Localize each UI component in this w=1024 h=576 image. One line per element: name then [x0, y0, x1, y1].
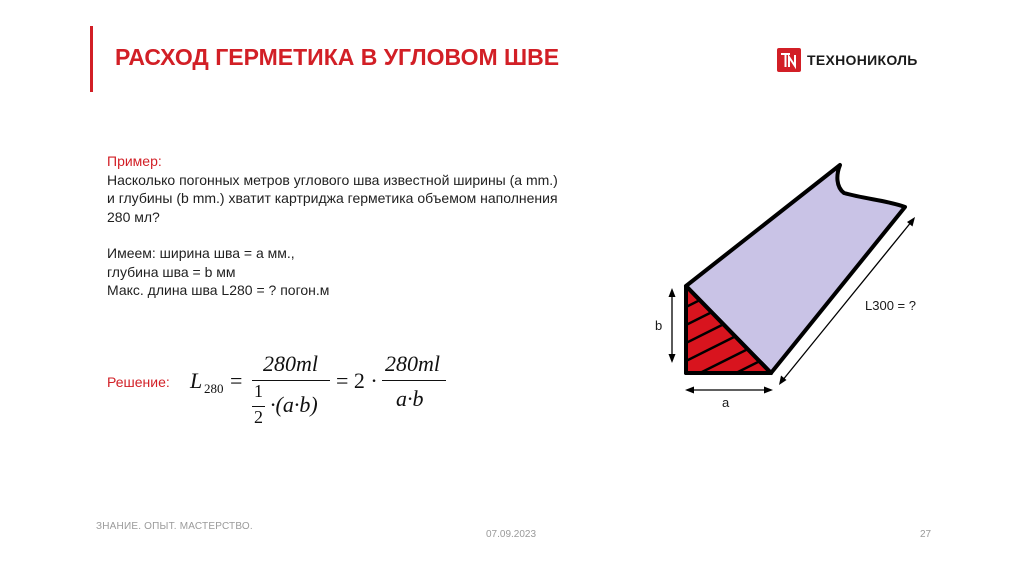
given-line: глубина шва = b мм — [107, 263, 236, 280]
dimension-a-arrow — [685, 387, 773, 394]
formula-numerator-2: 280ml — [385, 351, 440, 376]
solution-label: Решение: — [107, 374, 170, 390]
footer-tagline: ЗНАНИЕ. ОПЫТ. МАСТЕРСТВО. — [96, 521, 253, 532]
dimension-length-label: L300 = ? — [865, 298, 916, 313]
page-number: 27 — [920, 529, 932, 540]
given-line: Макс. длина шва L280 = ? погон.м — [107, 282, 330, 298]
fraction-bar-1 — [252, 380, 330, 381]
formula-lhs-subscript: 280 — [204, 381, 224, 396]
example-label: Пример: — [107, 153, 162, 169]
question-line: и глубины (b mm.) хватит картриджа герметика объемом наполнения — [107, 190, 558, 206]
title-accent-bar — [90, 26, 93, 92]
formula-denominator-2: a·b — [396, 386, 424, 411]
brand-logo — [777, 46, 918, 74]
fraction-bar-2 — [382, 380, 446, 381]
formula-lhs: L — [190, 368, 203, 393]
brand-name: ТЕХНОНИКОЛЬ — [807, 52, 918, 68]
tn-logo-icon — [777, 48, 801, 72]
question-line: 280 мл? — [107, 208, 160, 225]
formula-half-numerator: 1 — [254, 381, 263, 401]
formula-half-denominator: 2 — [254, 407, 263, 427]
dimension-b-label: b — [655, 318, 663, 333]
formula-denominator-rest: ·(a·b) — [270, 392, 318, 417]
formula-equals: = — [230, 368, 243, 393]
dimension-a-label: a — [722, 395, 730, 410]
given-line: Имеем: ширина шва = a мм., — [107, 245, 295, 261]
formula-numerator-1: 280ml — [263, 351, 318, 376]
example-text-block — [107, 152, 627, 300]
dimension-b-arrow — [669, 288, 676, 363]
question-line: Насколько погонных метров углового шва известной ширины (a mm.) — [107, 171, 558, 188]
page-title: РАСХОД ГЕРМЕТИКА В УГЛОВОМ ШВЕ — [115, 44, 560, 70]
joint-diagram — [640, 155, 960, 425]
footer-date: 07.09.2023 — [486, 529, 537, 540]
formula-equals-2: = 2 · — [336, 368, 378, 393]
